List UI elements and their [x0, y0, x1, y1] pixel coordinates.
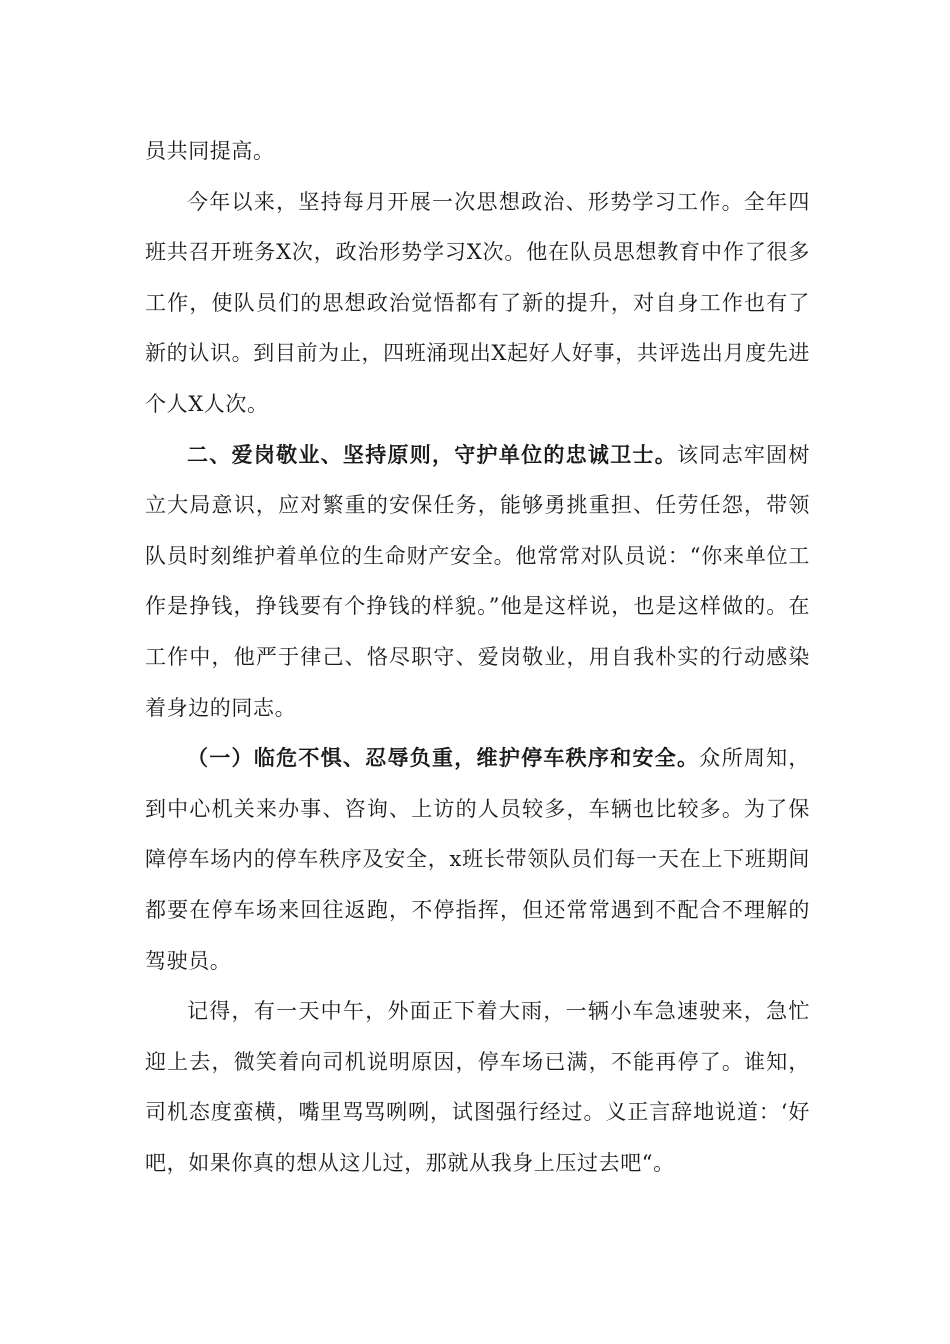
paragraph-text: 该同志牢固树立大局意识，应对繁重的安保任务，能够勇挑重担、任劳任怨，带领队员时刻维护着单位的生命财产安全。他常常对队员说：“你来单位工作是挣钱，挣钱要有个挣钱的样貌。”他是这样说，也是这样做的。在工作中，他严于律己、恪尽职守、爱岗敬业，用自我朴实的行动感染着身边的同志。	[145, 442, 810, 720]
paragraph-text: 员共同提高。	[145, 139, 275, 163]
paragraph-subsection-one	[145, 733, 810, 986]
paragraph-rainy-day	[145, 986, 810, 1188]
subsection-heading: （一）临危不惧、忍辱负重，维护停车秩序和安全。	[187, 745, 700, 771]
paragraph-text: 众所周知，到中心机关来办事、咨询、上访的人员较多，车辆也比较多。为了保障停车场内的停车秩序及安全，x班长带领队员们每一天在上下班期间都要在停车场来回往返跑，不停指挥，但还常常遇到不配合不理解的驾驶员。	[145, 746, 810, 973]
document-body	[145, 126, 810, 1188]
paragraph-study-work	[145, 177, 810, 430]
paragraph-continuation	[145, 126, 810, 177]
paragraph-text: 今年以来，坚持每月开展一次思想政治、形势学习工作。全年四班共召开班务X次，政治形势学习X次。他在队员思想教育中作了很多工作，使队员们的思想政治觉悟都有了新的提升，对自身工作也有了新的认识。到目前为止，四班涌现出X起好人好事，共评选出月度先进个人X人次。	[145, 189, 810, 416]
paragraph-section-two	[145, 430, 810, 734]
section-heading: 二、爱岗敬业、坚持原则，守护单位的忠诚卫士。	[187, 441, 678, 467]
paragraph-text: 记得，有一天中午，外面正下着大雨，一辆小车急速驶来，急忙迎上去，微笑着向司机说明原因，停车场已满，不能再停了。谁知，司机态度蛮横，嘴里骂骂咧咧，试图强行经过。义正言辞地说道：‘好吧，如果你真的想从这儿过，那就从我身上压过去吧“。	[145, 999, 810, 1175]
